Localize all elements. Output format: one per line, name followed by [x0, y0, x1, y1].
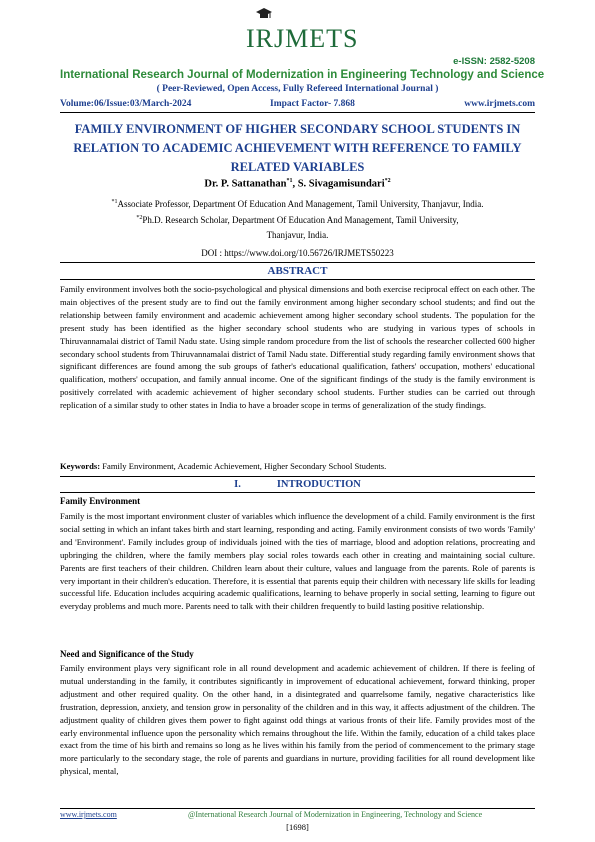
- keywords-label: Keywords:: [60, 461, 101, 471]
- header-rule: [60, 112, 535, 113]
- affiliation-1-text: Associate Professor, Department Of Education And Management, Tamil University, Thanjavur, India.: [117, 199, 484, 209]
- footer-website-link[interactable]: www.irjmets.com: [60, 810, 117, 819]
- affiliation-2-city: Thanjavur, India.: [266, 230, 329, 240]
- footer-rule: [60, 808, 535, 809]
- keywords: [60, 461, 535, 471]
- author-list: [0, 178, 595, 190]
- abstract-top-rule: [60, 262, 535, 263]
- doi-link[interactable]: DOI : https://www.doi.org/10.56726/IRJMETS50223: [201, 248, 394, 258]
- impact-factor: Impact Factor- 7.868: [270, 99, 355, 109]
- graduation-cap-icon: [256, 8, 272, 20]
- author-1: Dr. P. Sattanathan: [204, 178, 287, 190]
- author-2: S. Sivagamisundari: [297, 178, 385, 190]
- need-significance-text: Family environment plays very significant role in all round development and academic achievement of children. If there is feeling of mutual understanding in the family, it contributes significantly in improvement of educational achievement, forward thinking, proper adjustment and other required quality. On the other hand, in a disintegrated and quarrelsome family, negative characteristics like frustration, depression, anxiety, and tension grow in personality of the children and in this way, it affects adjustment of the children. The adjustment quality of children gives them power to fight against odd things at various fronts of their life. Family provides most of the early environmental influence upon the personality which remains throughout the life. Within the family, education of a child takes place exact from the time of his birth and remains so long as he lives within his family from the period of commencement to the primary stage more particularly to the secondary stage, the role of parents and guardians in nurture, providing facilities for all round development like physical, mental,: [60, 663, 535, 777]
- logo-text: IRJMETS: [246, 24, 359, 53]
- section-top-rule: [60, 476, 535, 477]
- section-heading: [0, 479, 595, 490]
- page-number: [1698]: [286, 822, 309, 832]
- keywords-text: Family Environment, Academic Achievement, Higher Secondary School Students.: [100, 461, 387, 471]
- section-title: INTRODUCTION: [276, 479, 361, 490]
- abstract-heading: ABSTRACT: [267, 265, 328, 277]
- footer-copyright: @International Research Journal of Modernization in Engineering, Technology and Science: [188, 810, 483, 819]
- affiliation-2-mark: *2: [136, 215, 143, 221]
- journal-name: International Research Journal of Modernization in Engineering Technology and Science: [60, 69, 545, 81]
- section-bottom-rule: [60, 492, 535, 493]
- author-2-mark: *2: [384, 178, 391, 184]
- affiliation-1-mark: *1: [111, 199, 118, 205]
- journal-logo: [236, 8, 359, 53]
- abstract-text: Family environment involves both the socio-psychological and physical dimensions and both exercise reciprocal effect on each other. The main objectives of the present study are to find out the family environment among higher secondary school students; and find out the relationship between family environment and academic achievement among higher secondary school students. The population for the present study has been identified as the higher secondary school students who are studying in various types of schools in Thiruvannamalai district of Tamil Nadu state. Using simple random procedure from the list of schools the researcher collected 600 higher secondary school students from Thiruvannamalai district of Tamil Nadu state. Differential study regarding family environment shows that significant differences are found among the sub groups of father's educational qualification, fathers' occupation, mothers' educational qualification, mothers' occupation, and family annual income. One of the significant findings of the study is the family environment is positively correlated with academic achievement of higher secondary school students. Further studies can be carried out through replication of a similar study to other states in India to have a broader scope in terms of generalization of the study findings.: [60, 284, 535, 411]
- subsection-heading: Family Environment: [60, 496, 141, 506]
- title-line: RELATION TO ACADEMIC ACHIEVEMENT WITH REFERENCE TO FAMILY: [73, 141, 522, 155]
- affiliation-1: [60, 196, 535, 211]
- section-number: I.: [234, 479, 241, 490]
- author-1-mark: *1: [286, 178, 293, 184]
- paper-title: [60, 120, 535, 177]
- header-website[interactable]: www.irjmets.com: [464, 99, 535, 109]
- volume-issue: Volume:06/Issue:03/March-2024: [60, 99, 192, 109]
- family-environment-text: Family is the most important environment cluster of variables which influence the development of a child. Family environment is the first social setting in which an infant takes birth and start learning, responding and acting. Family environment consists of two words 'Family' and 'Environment'. Family includes group of individuals joined with the ties of marriage, blood and adoption relations, procreating and upbringing the children, where the family members play social roles towards each other in creating and maintaining social culture. Parents are first teachers of their children. Children learn about their culture, values and language from the parents. Role of parents is very important in their children's education. Therefore, it is essential that parents equip their children with necessary life skills for leading successful life. Education includes acquiring academic qualifications, learning to behave properly in social setting, learning to figure out everyday problems and much more. Parents need to talk with their children frequently to build lasting positive relationship.: [60, 511, 535, 612]
- abstract-bottom-rule: [60, 279, 535, 280]
- peer-reviewed-note: ( Peer-Reviewed, Open Access, Fully Refereed International Journal ): [156, 84, 439, 94]
- title-line: RELATED VARIABLES: [230, 160, 365, 174]
- issn: e-ISSN: 2582-5208: [453, 56, 535, 67]
- author-separator: ,: [292, 178, 298, 190]
- affiliation-2-text: Ph.D. Research Scholar, Department Of Education And Management, Tamil University,: [142, 215, 459, 225]
- affiliation-2: [60, 212, 535, 227]
- title-line: FAMILY ENVIRONMENT OF HIGHER SECONDARY SCHOOL STUDENTS IN: [74, 122, 521, 136]
- subsection-heading: Need and Significance of the Study: [60, 649, 194, 659]
